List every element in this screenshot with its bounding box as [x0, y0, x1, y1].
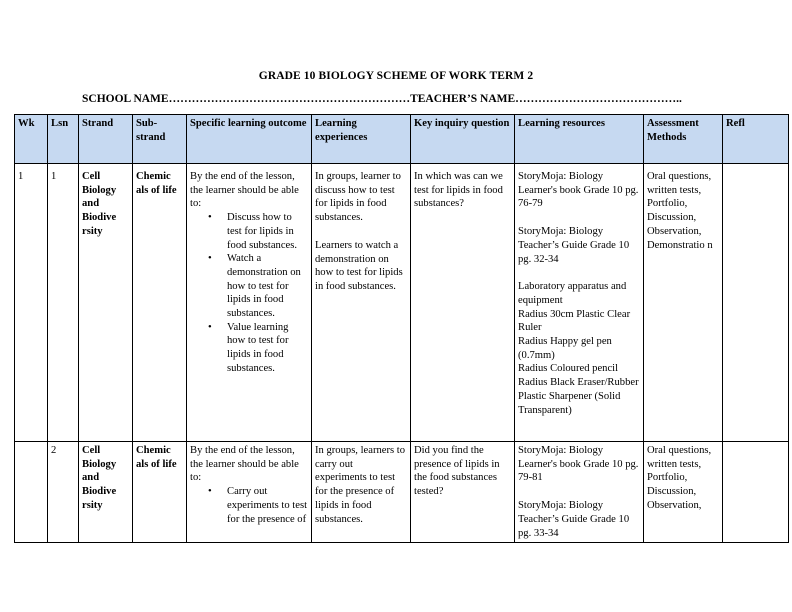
table-header-row: [15, 115, 789, 164]
header-inquiry: Key inquiry question: [411, 115, 515, 164]
outcome-list: [190, 211, 308, 375]
resource-item: Radius Coloured pencil: [518, 363, 619, 375]
table-row: [15, 442, 789, 543]
header-outcome: Specific learning outcome: [187, 115, 312, 164]
resource-item: Radius 30cm Plastic Clear Ruler: [518, 308, 631, 334]
cell-strand: Cell Biology and Biodive rsity: [79, 164, 133, 442]
cell-resources: [515, 164, 644, 442]
list-item: • Carry out experiments to test for the presence of: [227, 485, 308, 526]
cell-outcome: [187, 442, 312, 543]
table-row: [15, 164, 789, 442]
header-strand: Strand: [79, 115, 133, 164]
document-title: GRADE 10 BIOLOGY SCHEME OF WORK TERM 2: [258, 70, 534, 82]
resource-item: Laboratory apparatus and equipment: [518, 281, 627, 306]
header-reflection: Refl: [723, 115, 789, 164]
school-teacher-line: SCHOOL NAME………………………………………………………TEACHER’S NAME……………………………………..: [82, 93, 682, 105]
outcome-intro: By the end of the lesson, the learner should be able to:: [190, 171, 299, 210]
resource-item: Radius Black Eraser/Rubber: [518, 377, 639, 389]
cell-experiences: [312, 164, 411, 442]
cell-outcome: [187, 164, 312, 442]
cell-inquiry: In which was can we test for lipids in food substances?: [411, 164, 515, 442]
cell-resources: [515, 442, 644, 543]
outcome-intro: By the end of the lesson, the learner should be able to:: [190, 445, 299, 484]
cell-assessment: Oral questions, written tests, Portfolio, Discussion, Observation, Demonstratio n: [644, 164, 723, 442]
header-resources: Learning resources: [515, 115, 644, 164]
cell-reflection: [723, 164, 789, 442]
experience-item: In groups, learner to discuss how to test for lipids in food substances.: [315, 171, 401, 224]
cell-wk: [15, 442, 48, 543]
list-item: • Discuss how to test for lipids in food substances.: [227, 211, 308, 252]
resource-item: StoryMoja: Biology Teacher’s Guide Grade 10 pg. 33-34: [518, 500, 630, 539]
scheme-of-work-table: [14, 114, 789, 543]
header-wk: Wk: [15, 115, 48, 164]
experience-item: In groups, learners to carry out experiments to test for the presence of lipids in food substances.: [315, 445, 406, 525]
resource-item: Radius Happy gel pen (0.7mm): [518, 336, 612, 361]
cell-lsn: 2: [48, 442, 79, 543]
cell-wk: 1: [15, 164, 48, 442]
cell-substrand: Chemic als of life: [133, 442, 187, 543]
cell-inquiry: Did you find the presence of lipids in the food substances tested?: [411, 442, 515, 543]
cell-assessment: Oral questions, written tests, Portfolio, Discussion, Observation,: [644, 442, 723, 543]
resource-item: StoryMoja: Biology Teacher’s Guide Grade 10 pg. 32-34: [518, 226, 630, 265]
cell-experiences: [312, 442, 411, 543]
cell-lsn: 1: [48, 164, 79, 442]
resource-item: Plastic Sharpener (Solid Transparent): [518, 390, 621, 416]
header-lsn: Lsn: [48, 115, 79, 164]
list-item: • Value learning how to test for lipids in food substances.: [227, 321, 308, 376]
header-assessment: Assessment Methods: [644, 115, 723, 164]
list-item: • Watch a demonstration on how to test for lipids in food substances.: [227, 252, 308, 321]
header-experiences: Learning experiences: [312, 115, 411, 164]
resource-item: StoryMoja: Biology Learner's book Grade 10 pg. 79-81: [518, 445, 639, 484]
cell-reflection: [723, 442, 789, 543]
outcome-list: [190, 485, 308, 526]
cell-strand: Cell Biology and Biodive rsity: [79, 442, 133, 543]
experience-item: Learners to watch a demonstration on how to test for lipids in food substances.: [315, 239, 403, 292]
header-substrand: Sub-strand: [133, 115, 187, 164]
cell-substrand: Chemic als of life: [133, 164, 187, 442]
resource-item: StoryMoja: Biology Learner's book Grade 10 pg. 76-79: [518, 171, 639, 210]
